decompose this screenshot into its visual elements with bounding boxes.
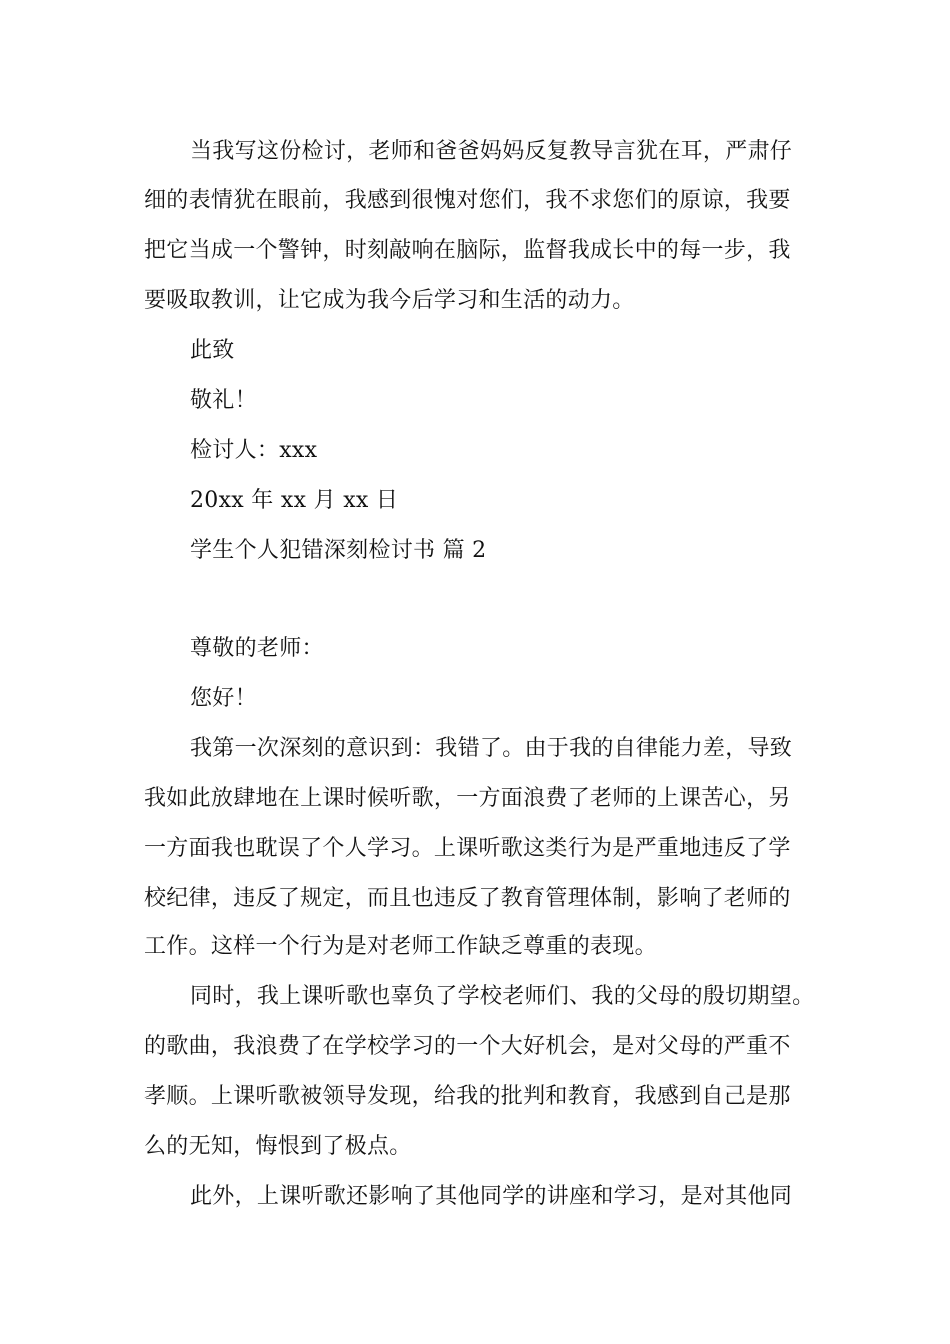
section-title: 学生个人犯错深刻检讨书 篇 2 bbox=[190, 538, 487, 563]
paragraph-line: 细的表情犹在眼前，我感到很愧对您们，我不求您们的原谅，我要 bbox=[144, 188, 791, 213]
paragraph-line: 当我写这份检讨，老师和爸爸妈妈反复教导言犹在耳，严肃仔 bbox=[190, 139, 793, 164]
closing-regards: 敬礼！ bbox=[190, 388, 257, 413]
paragraph-line: 的歌曲，我浪费了在学校学习的一个大好机会，是对父母的严重不 bbox=[144, 1034, 791, 1059]
greeting-line: 尊敬的老师： bbox=[190, 636, 324, 661]
paragraph-line: 此外，上课听歌还影响了其他同学的讲座和学习，是对其他同 bbox=[190, 1184, 793, 1209]
paragraph-line: 我如此放肆地在上课时候听歌，一方面浪费了老师的上课苦心，另 bbox=[144, 786, 791, 811]
paragraph-line: 工作。这样一个行为是对老师工作缺乏尊重的表现。 bbox=[144, 934, 657, 959]
date-line: 20xx 年 xx 月 xx 日 bbox=[190, 488, 399, 513]
paragraph-line: 同时，我上课听歌也辜负了学校老师们、我的父母的殷切期望。 bbox=[190, 984, 815, 1009]
paragraph-line: 我第一次深刻的意识到：我错了。由于我的自律能力差，导致 bbox=[190, 736, 793, 761]
signature-line: 检讨人：xxx bbox=[190, 438, 318, 463]
paragraph-line: 校纪律，违反了规定，而且也违反了教育管理体制，影响了老师的 bbox=[144, 886, 791, 911]
paragraph-line: 么的无知，悔恨到了极点。 bbox=[144, 1134, 412, 1159]
paragraph-line: 一方面我也耽误了个人学习。上课听歌这类行为是严重地违反了学 bbox=[144, 836, 791, 861]
paragraph-line: 要吸取教训，让它成为我今后学习和生活的动力。 bbox=[144, 288, 635, 313]
closing-salutation: 此致 bbox=[190, 338, 235, 363]
paragraph-line: 孝顺。上课听歌被领导发现，给我的批判和教育，我感到自己是那 bbox=[144, 1084, 791, 1109]
paragraph-line: 把它当成一个警钟，时刻敲响在脑际，监督我成长中的每一步，我 bbox=[144, 238, 791, 263]
greeting-line: 您好！ bbox=[190, 686, 257, 711]
